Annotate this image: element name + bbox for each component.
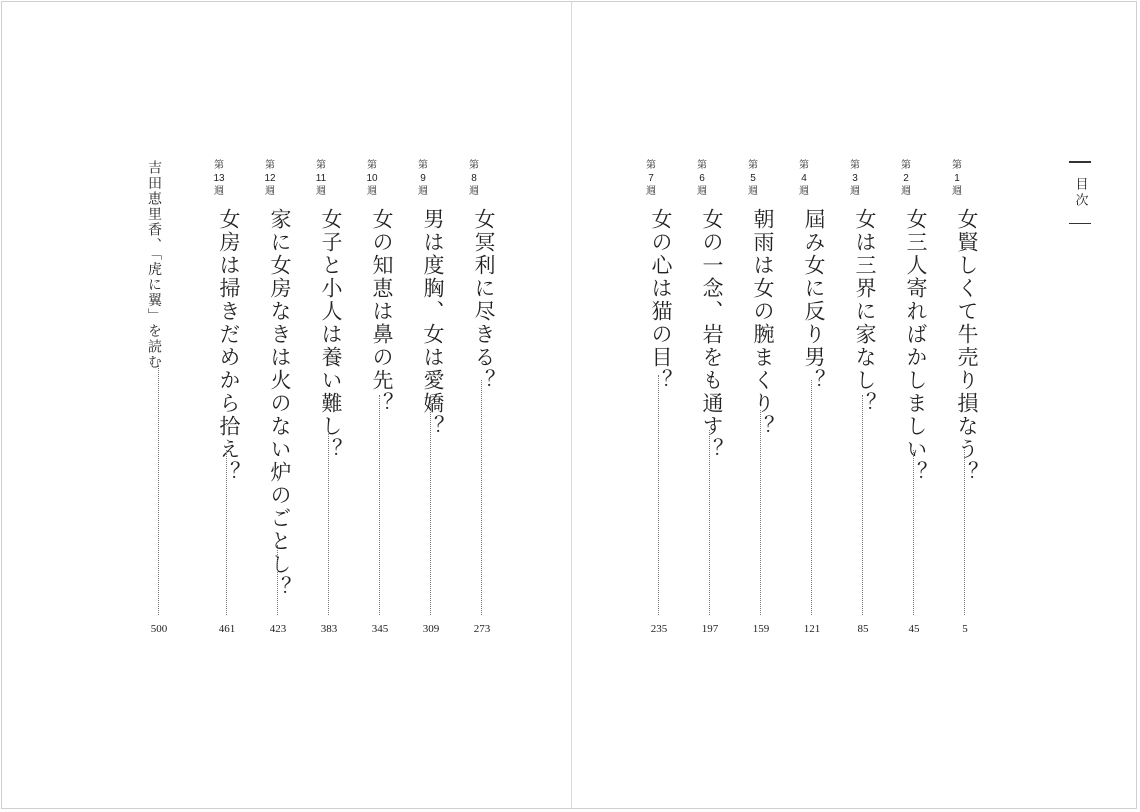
week-number: 4 (801, 173, 807, 184)
week-suffix: 週 (901, 186, 911, 197)
toc-entry[interactable] (644, 160, 674, 635)
dot-leader (481, 380, 482, 615)
dot-leader (277, 545, 278, 615)
dot-leader (658, 375, 659, 615)
week-label (848, 160, 862, 198)
week-label (950, 160, 964, 198)
week-suffix: 週 (469, 186, 479, 197)
page-number: 235 (650, 623, 668, 635)
week-label (365, 160, 379, 198)
week-number: 9 (420, 173, 426, 184)
week-suffix: 週 (799, 186, 809, 197)
week-number: 1 (954, 173, 960, 184)
week-suffix: 週 (214, 186, 224, 197)
chapter-title: 女の一念、岩をも通す？ (700, 208, 724, 461)
week-number: 3 (852, 173, 858, 184)
page-number: 85 (857, 623, 869, 635)
toc-entry[interactable] (365, 160, 395, 635)
toc-entry[interactable] (212, 160, 242, 635)
week-label (746, 160, 760, 198)
week-suffix: 週 (646, 186, 656, 197)
week-label (467, 160, 481, 198)
page-number: 197 (701, 623, 719, 635)
page-number: 383 (320, 623, 338, 635)
week-prefix: 第 (469, 160, 479, 171)
toc-entry[interactable] (314, 160, 344, 635)
week-label (899, 160, 913, 198)
page-number: 309 (422, 623, 440, 635)
heading-rule-bottom (1069, 223, 1091, 225)
chapter-title: 女三人寄ればかしましい？ (904, 208, 928, 484)
week-suffix: 週 (697, 186, 707, 197)
week-prefix: 第 (214, 160, 224, 171)
week-suffix: 週 (316, 186, 326, 197)
week-number: 8 (471, 173, 477, 184)
toc-entry-afterword[interactable] (144, 160, 174, 635)
dot-leader (226, 450, 227, 615)
page-number: 5 (962, 623, 968, 635)
week-suffix: 週 (418, 186, 428, 197)
week-suffix: 週 (850, 186, 860, 197)
dot-leader (811, 380, 812, 615)
week-label (263, 160, 277, 198)
afterword-title: 吉田恵里香、「虎に翼」を読む (146, 160, 162, 370)
week-prefix: 第 (901, 160, 911, 171)
chapter-title: 屆み女に反り男？ (802, 208, 826, 392)
chapter-title: 女の心は猫の目？ (649, 208, 673, 392)
dot-leader (379, 395, 380, 615)
dot-leader (709, 430, 710, 615)
week-prefix: 第 (418, 160, 428, 171)
page-number: 423 (269, 623, 287, 635)
week-suffix: 週 (748, 186, 758, 197)
toc-entry[interactable] (416, 160, 446, 635)
week-prefix: 第 (697, 160, 707, 171)
chapter-title: 家に女房なきは火のない炉のごとし？ (268, 208, 292, 599)
chapter-title: 女子と小人は養い難し？ (319, 208, 343, 461)
page-number: 159 (752, 623, 770, 635)
week-prefix: 第 (748, 160, 758, 171)
week-label (212, 160, 226, 198)
chapter-title: 女冥利に尽きる？ (472, 208, 496, 392)
heading-rule-top (1069, 161, 1091, 163)
week-number: 10 (366, 173, 378, 184)
week-prefix: 第 (850, 160, 860, 171)
week-number: 11 (315, 173, 327, 184)
dot-leader (430, 395, 431, 615)
week-prefix: 第 (367, 160, 377, 171)
week-prefix: 第 (265, 160, 275, 171)
week-number: 13 (213, 173, 225, 184)
dot-leader (862, 395, 863, 615)
toc-entry[interactable] (950, 160, 980, 635)
week-label (314, 160, 328, 198)
dot-leader (913, 450, 914, 615)
week-suffix: 週 (952, 186, 962, 197)
week-label (797, 160, 811, 198)
toc-title: 目次 (1072, 176, 1088, 209)
week-label (416, 160, 430, 198)
page-number: 273 (473, 623, 491, 635)
toc-entry[interactable] (797, 160, 827, 635)
week-number: 2 (903, 173, 909, 184)
page-number: 345 (371, 623, 389, 635)
page-number: 45 (908, 623, 920, 635)
chapter-title: 女房は掃きだめから拾え？ (217, 208, 241, 484)
page-number: 500 (150, 623, 168, 635)
toc-entry[interactable] (263, 160, 293, 635)
week-label (695, 160, 709, 198)
chapter-title: 女賢しくて牛売り損なう？ (955, 208, 979, 484)
page-number: 461 (218, 623, 236, 635)
chapter-title: 女は三界に家なし？ (853, 208, 877, 415)
toc-entry[interactable] (746, 160, 776, 635)
chapter-title: 女の知恵は鼻の先？ (370, 208, 394, 415)
chapter-title: 男は度胸、女は愛嬌？ (421, 208, 445, 438)
dot-leader (328, 430, 329, 615)
dot-leader (964, 450, 965, 615)
week-number: 7 (648, 173, 654, 184)
chapter-title: 朝雨は女の腕まくり？ (751, 208, 775, 438)
week-number: 12 (264, 173, 276, 184)
week-suffix: 週 (265, 186, 275, 197)
week-number: 5 (750, 173, 756, 184)
dot-leader (760, 410, 761, 615)
week-prefix: 第 (316, 160, 326, 171)
toc-entry[interactable] (848, 160, 878, 635)
toc-entry[interactable] (899, 160, 929, 635)
toc-entry[interactable] (695, 160, 725, 635)
dot-leader (158, 365, 159, 615)
week-suffix: 週 (367, 186, 377, 197)
toc-entry[interactable] (467, 160, 497, 635)
week-prefix: 第 (646, 160, 656, 171)
page-number: 121 (803, 623, 821, 635)
week-number: 6 (699, 173, 705, 184)
toc-heading (1068, 161, 1092, 224)
week-label (644, 160, 658, 198)
week-prefix: 第 (952, 160, 962, 171)
week-prefix: 第 (799, 160, 809, 171)
